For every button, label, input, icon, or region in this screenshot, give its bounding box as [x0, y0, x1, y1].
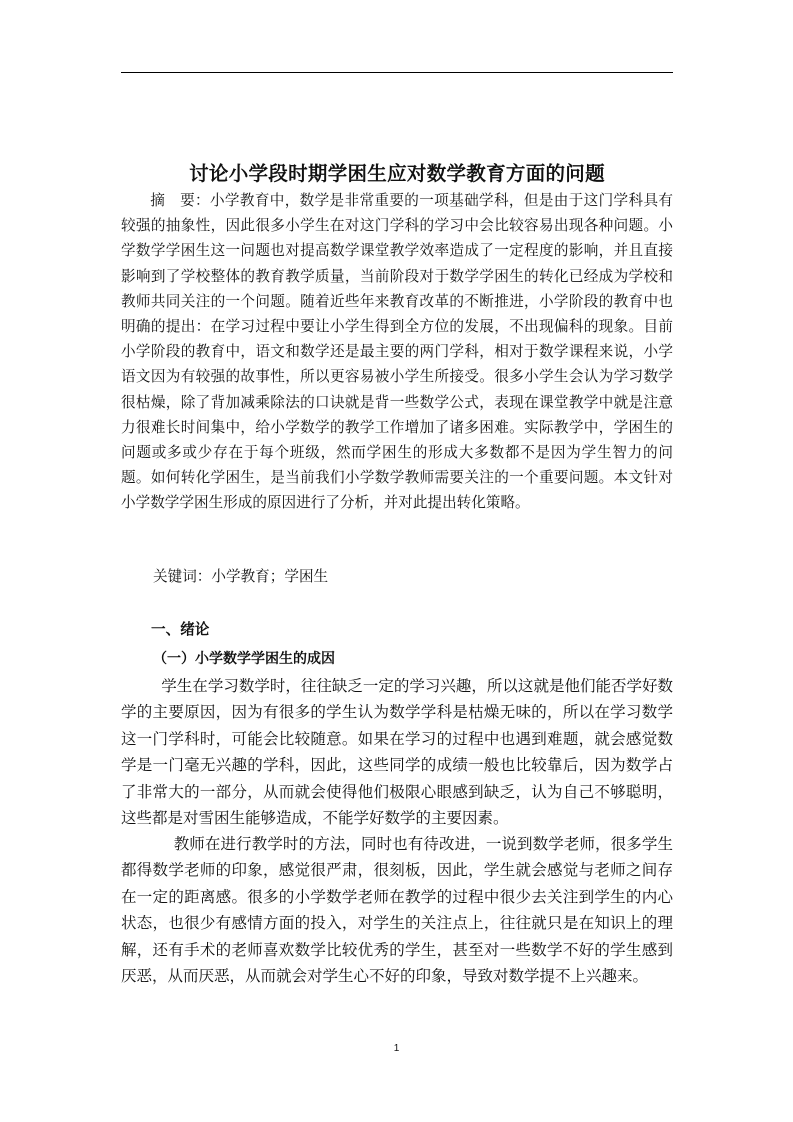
- body-paragraph-2: 教师在进行教学时的方法，同时也有待改进，一说到数学老师，很多学生都得数学老师的印象，感觉很严肃，很刻板，因此，学生就会感觉与老师之间存在一定的距离感。很多的小学数学老师在教学的过程中很少去关注到学生的内心状态，也很少有感情方面的投入，对学生的关注点上，往往就只是在知识上的理解，还有手术的老师喜欢数学比较优秀的学生，甚至对一些数学不好的学生感到厌恶，从而厌恶，从而就会对学生心不好的印象，导致对数学提不上兴趣来。: [121, 835, 673, 986]
- header-rule: [121, 72, 673, 73]
- keywords-line: 关键词：小学教育；学困生: [153, 568, 329, 585]
- abstract-paragraph: 摘 要：小学教育中，数学是非常重要的一项基础学科，但是由于这门学科具有较强的抽象性，因此很多小学生在对这门学科的学习中会比较容易出现各种问题。小学数学学困生这一问题也对提高数学课堂教学效率造成了一定程度的影响，并且直接影响到了学校整体的教育教学质量，当前阶段对于数学学困生的转化已经成为学校和教师共同关注的一个问题。随着近些年来教育改革的不断推进，小学阶段的教育中也明确的提出：在学习过程中要让小学生得到全方位的发展，不出现偏科的现象。目前小学阶段的教育中，语文和数学还是最主要的两门学科，相对于数学课程来说，小学语文因为有较强的故事性，所以更容易被小学生所接受。很多小学生会认为学习数学很枯燥，除了背加减乘除法的口诀就是背一些数学公式，表现在课堂教学中就是注意力很难长时间集中，给小学数学的教学工作增加了诸多困难。实际教学中，学困生的问题或多或少存在于每个班级，然而学困生的形成大多数都不是因为学生智力的问题。如何转化学困生，是当前我们小学数学教师需要关注的一个重要问题。本文针对小学数学学困生形成的原因进行了分析，并对此提出转化策略。: [121, 192, 673, 512]
- page-number: 1: [393, 1043, 400, 1054]
- subsection-heading: （一）小学数学学困生的成因: [153, 651, 335, 667]
- section-heading: 一、绪论: [151, 621, 210, 638]
- document-title: 讨论小学段时期学困生应对数学教育方面的问题: [189, 162, 605, 185]
- body-paragraph-1: 学生在学习数学时，往往缺乏一定的学习兴趣，所以这就是他们能否学好数学的主要原因，因为有很多的学生认为数学学科是枯燥无味的，所以在学习数学这一门学科时，可能会比较随意。如果在学习的过程中也遇到难题，就会感觉数学是一门毫无兴趣的学科，因此，这些同学的成绩一般也比较靠后，因为数学占了非常大的一部分，从而就会使得他们极限心眼感到缺乏，认为自己不够聪明，这些都是对雪困生能够造成，不能学好数学的主要因素。: [121, 677, 673, 828]
